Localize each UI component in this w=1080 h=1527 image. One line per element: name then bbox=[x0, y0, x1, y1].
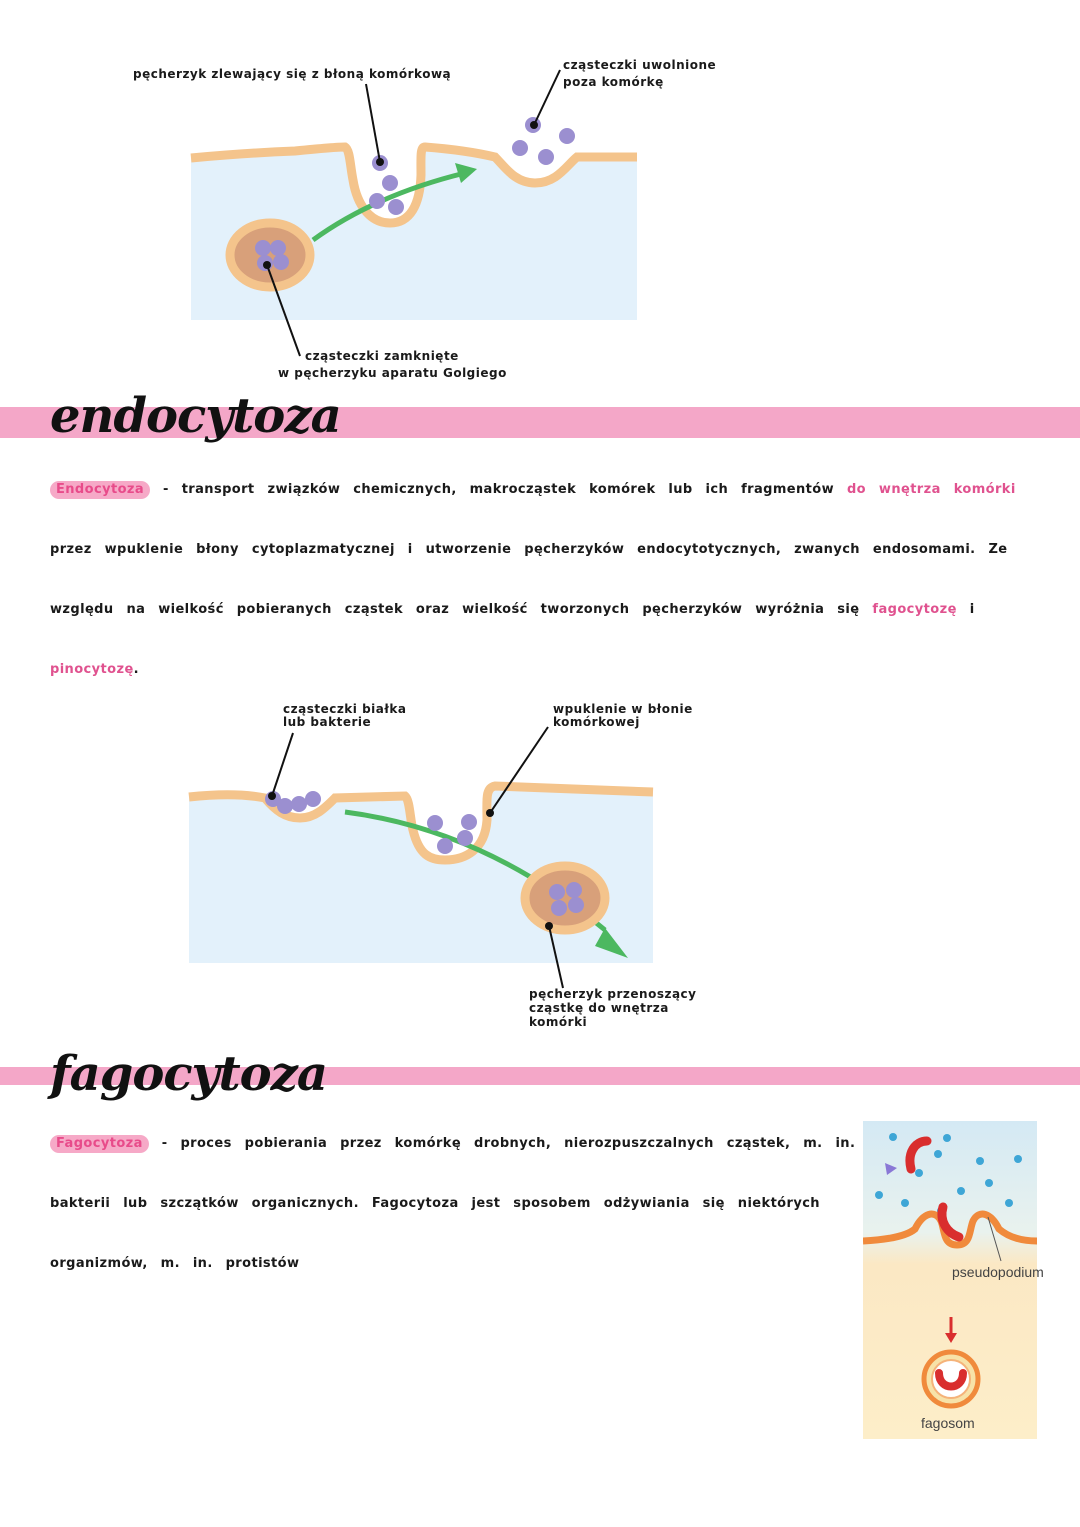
label-vesicle-line3: komórki bbox=[529, 1015, 588, 1029]
label-released-line1: cząsteczki uwolnione bbox=[563, 58, 717, 72]
exocytosis-pointers bbox=[0, 0, 1080, 400]
endocytosis-text-3a: względu na wielkość pobieranych cząstek oraz wielkość tworzonych pęcherzyków wyróżnia się bbox=[50, 602, 873, 617]
endocytosis-text-1b: do wnętrza komórki bbox=[846, 482, 1016, 497]
label-particles-line2: lub bakterie bbox=[283, 715, 372, 729]
phagocytosis-heading: fagocytoza bbox=[50, 1046, 327, 1102]
phagocytosis-line-1 bbox=[50, 1136, 855, 1151]
phagocytosis-line-3: organizmów, m. in. protistów bbox=[50, 1256, 300, 1271]
phagocytosis-text-1: - proces pobierania przez komórkę drobnych, nierozpuszczalnych cząstek, m. in. bbox=[148, 1136, 856, 1151]
label-enclosed-line2: w pęcherzyku aparatu Golgiego bbox=[278, 366, 507, 380]
endocytosis-text-3b: fagocytozę bbox=[872, 602, 957, 617]
endocytosis-line-1 bbox=[50, 482, 1016, 497]
label-particles-line1: cząsteczki białka bbox=[283, 702, 407, 716]
endocytosis-line-4 bbox=[50, 662, 139, 677]
label-enclosed-line1: cząsteczki zamknięte bbox=[305, 349, 459, 363]
label-released-line2: poza komórkę bbox=[563, 75, 664, 89]
label-vesicle-line2: cząstkę do wnętrza bbox=[529, 1001, 669, 1015]
endocytosis-line-3 bbox=[50, 602, 975, 617]
endocytosis-text-3c: i bbox=[956, 602, 975, 617]
phagocytosis-illustration bbox=[863, 1121, 1037, 1439]
label-fagosom: fagosom bbox=[921, 1415, 975, 1431]
endocytosis-text-4a: pinocytozę bbox=[50, 662, 134, 677]
endocytosis-heading: endocytoza bbox=[50, 388, 341, 444]
phagocytosis-figure bbox=[863, 1121, 1044, 1439]
label-vesicle-line1: pęcherzyk przenoszący bbox=[529, 987, 697, 1001]
label-vesicle-fusing: pęcherzyk zlewający się z błoną komórkową bbox=[133, 67, 452, 81]
endocytosis-line-2: przez wpuklenie błony cytoplazmatycznej i utworzenie pęcherzyków endocytotycznych, zwanych endosomami. Ze bbox=[50, 542, 1008, 557]
endocytosis-text-1a: - transport związków chemicznych, makrocząstek komórek lub ich fragmentów bbox=[150, 482, 847, 497]
label-pseudopodium: pseudopodium bbox=[952, 1264, 1044, 1280]
phagocytosis-term: Fagocytoza bbox=[50, 1135, 149, 1153]
endocytosis-pointers bbox=[0, 700, 1080, 1030]
phagocytosis-line-2: bakterii lub szczątków organicznych. Fagocytoza jest sposobem odżywiania się niektórych bbox=[50, 1196, 820, 1211]
endocytosis-term: Endocytoza bbox=[50, 481, 150, 499]
label-invagination-line1: wpuklenie w błonie bbox=[553, 702, 693, 716]
label-invagination-line2: komórkowej bbox=[553, 715, 640, 729]
endocytosis-text-4b: . bbox=[133, 662, 140, 677]
